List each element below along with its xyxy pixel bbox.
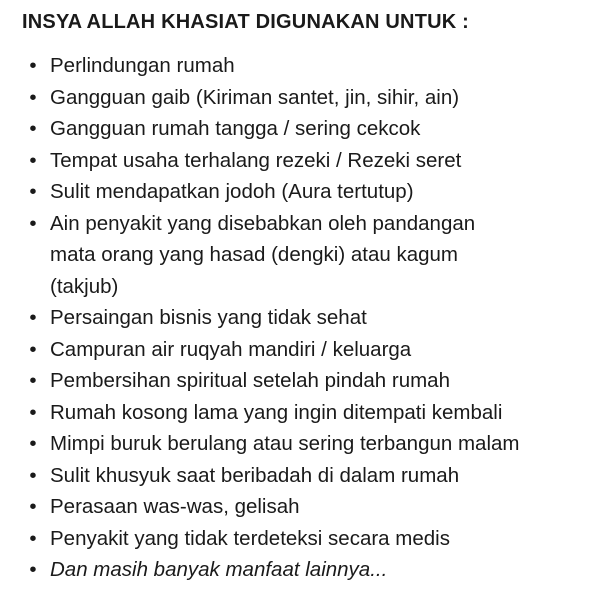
list-item	[22, 491, 600, 523]
list-item-text: Penyakit yang tidak terdeteksi secara medis	[50, 526, 450, 550]
list-item	[22, 208, 600, 303]
bullet-icon: •	[29, 463, 37, 487]
list-item	[22, 397, 600, 429]
bullet-icon: •	[29, 85, 37, 109]
bullet-icon: •	[29, 54, 37, 77]
bullet-icon: •	[29, 211, 37, 235]
bullet-icon: •	[29, 337, 37, 361]
page-title: INSYA ALLAH KHASIAT DIGUNAKAN UNTUK :	[22, 11, 470, 33]
list-item-text: Gangguan rumah tangga / sering cekcok	[50, 117, 421, 140]
list-item	[22, 145, 600, 177]
list-item-text: Pembersihan spiritual setelah pindah rumah	[50, 369, 450, 392]
list-item-text: Gangguan gaib (Kiriman santet, jin, sihir, ain)	[50, 85, 460, 109]
list-item	[22, 302, 600, 334]
list-item	[22, 460, 600, 492]
list-item-text: Persaingan bisnis yang tidak sehat	[50, 306, 367, 329]
list-item	[22, 334, 600, 366]
bullet-icon: •	[29, 526, 37, 550]
list-item-text: Mimpi buruk berulang atau sering terbangun malam	[50, 432, 520, 455]
bullet-icon: •	[29, 148, 37, 172]
list-item	[22, 365, 600, 397]
list-item-text: Sulit khusyuk saat beribadah di dalam rumah	[50, 463, 460, 487]
list-item-text: Perlindungan rumah	[50, 54, 235, 77]
benefit-list	[22, 50, 600, 586]
list-item	[22, 554, 600, 586]
bullet-icon: •	[29, 369, 37, 392]
list-item-text: Rumah kosong lama yang ingin ditempati kembali	[50, 400, 503, 424]
list-item-text: Ain penyakit yang disebabkan oleh pandangan mata orang yang hasad (dengki) atau kagum (takjub)	[50, 211, 476, 298]
list-item-text: Tempat usaha terhalang rezeki / Rezeki seret	[50, 148, 462, 172]
list-item-text: Sulit mendapatkan jodoh (Aura tertutup)	[50, 180, 414, 203]
list-item	[22, 113, 600, 145]
bullet-icon: •	[29, 432, 37, 455]
list-item	[22, 523, 600, 555]
bullet-icon: •	[29, 495, 37, 518]
bullet-icon: •	[29, 180, 37, 203]
bullet-icon: •	[29, 306, 37, 329]
list-item	[22, 428, 600, 460]
bullet-icon: •	[29, 117, 37, 140]
bullet-icon: •	[29, 400, 37, 424]
list-item-text: Dan masih banyak manfaat lainnya...	[50, 558, 388, 581]
list-item-text: Perasaan was-was, gelisah	[50, 495, 300, 518]
list-item-text: Campuran air ruqyah mandiri / keluarga	[50, 337, 412, 361]
list-item	[22, 50, 600, 82]
list-item	[22, 176, 600, 208]
bullet-icon: •	[29, 558, 37, 581]
list-item	[22, 82, 600, 114]
